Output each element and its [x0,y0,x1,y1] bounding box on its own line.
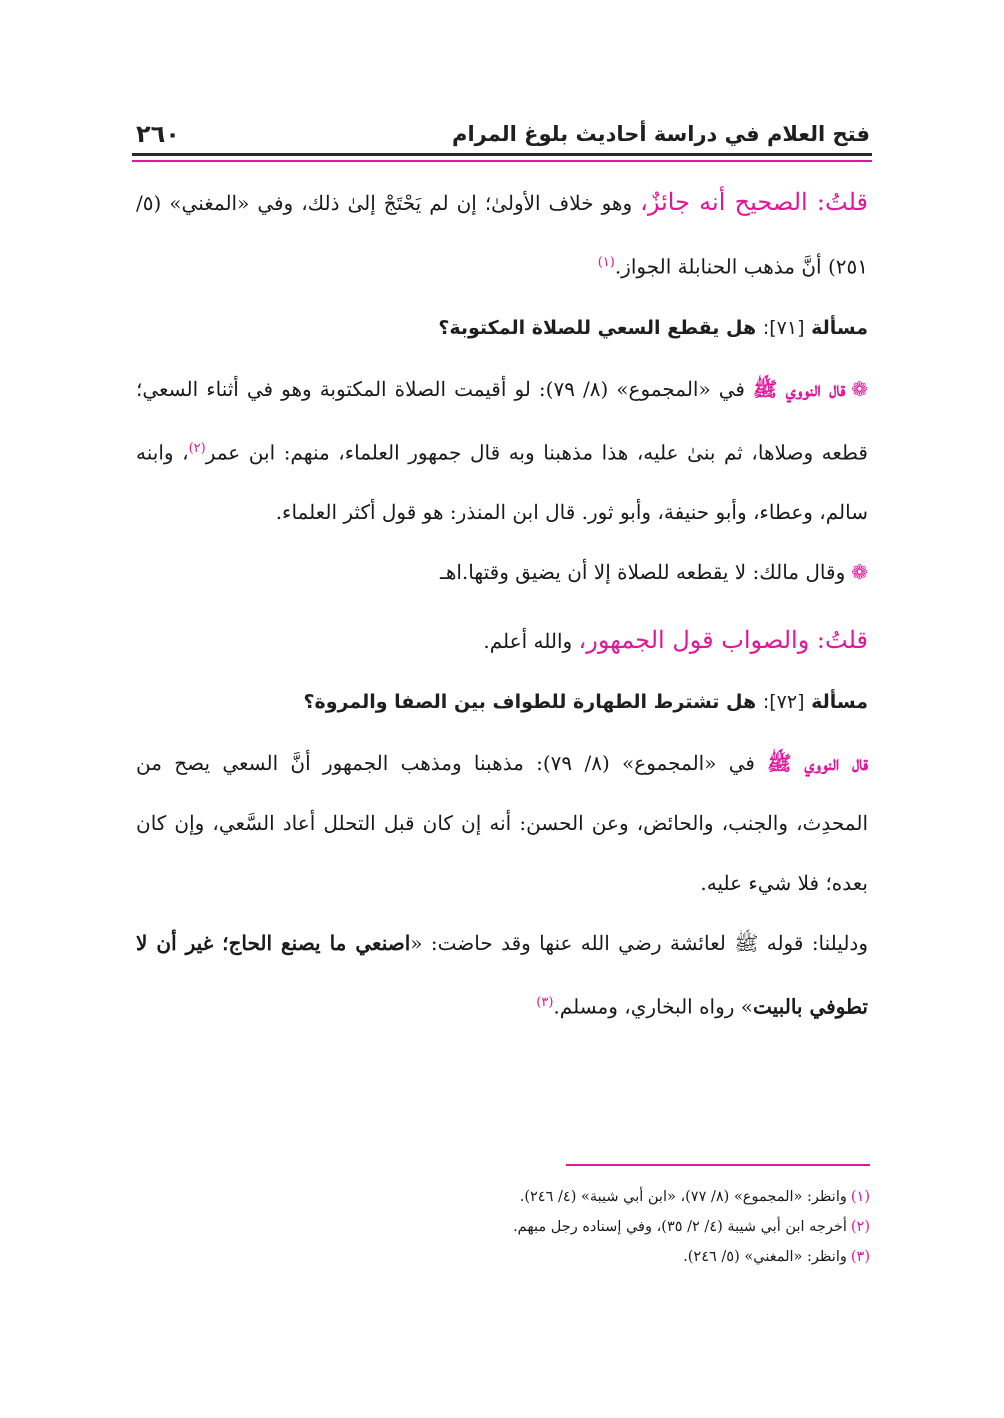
footnote-3 [136,1242,870,1272]
footnote-number: (٢) [850,1219,870,1235]
footnote-number: (١) [850,1189,870,1205]
paragraph-6-text-continued: » رواه البخاري، ومسلم. [553,994,754,1019]
page-number: ٢٦٠ [136,120,180,148]
paragraph-6-text: ودليلنا: قوله ﷺ لعائشة رضي الله عنها وقد حاضت: « [410,931,868,956]
footnote-ref-3: (٣) [536,995,554,1011]
speaker-name: قال النووي ﷺ [767,751,869,776]
header-rule [132,153,872,156]
footnote-ref-2: (٢) [188,440,206,456]
issue-title: هل يقطع السعي للصلاة المكتوبة؟ [438,316,757,339]
footnote-1 [136,1182,870,1212]
qulat-label: قلتُ: الصحيح أنه جائزٌ، [640,188,869,216]
paragraph-4-text: والله أعلم. [483,629,579,654]
issue-label: مسألة [811,316,868,339]
paragraph-4 [136,610,868,671]
paragraph-5-text: في «المجموع» (٨/ ٧٩): مذهبنا ومذهب الجمهور أنَّ السعي يصح من المحدِث، والجنب، والحائض، وعن الحسن: أنه إن كان قبل التحلل أعاد السَّعي، وإن كان بعده؛ فلا شيء عليه. [136,751,868,896]
footnote-ref-1: (١) [597,255,615,270]
speaker-name: قال النووي ﷺ [753,376,846,401]
paragraph-3-text: وقال مالك: لا يقطعه للصلاة إلا أن يضيق وقتها.اهـ [439,560,846,585]
paragraph-2 [136,359,868,543]
footnote-separator [566,1164,870,1166]
flower-icon: ❁ [851,560,868,585]
footnotes [136,1182,870,1272]
issue-number: [٧١]: [762,316,805,339]
flower-icon: ❁ [851,376,868,401]
issue-heading-72 [136,681,868,723]
book-title: فتح العلام في دراسة أحاديث بلوغ المرام [452,122,870,146]
paragraph-6 [136,913,868,1037]
hadith-quote: اصنعي ما يصنع الحاج؛ غير أن لا تطوفي بالبيت [136,931,868,1019]
issue-label: مسألة [811,691,868,714]
paragraph-1-text: وهو خلاف الأولىٰ؛ إن لم يَحْتَجْ إلىٰ ذلك، وفي «المغني» (٥/ ٢٥١) أنَّ مذهب الحنابلة الجواز. [136,191,868,279]
issue-title: هل تشترط الطهارة للطواف بين الصفا والمروة؟ [303,691,757,714]
qulat-label: قلتُ: والصواب قول الجمهور، [578,626,868,655]
paragraph-3 [136,542,868,602]
footnote-text: وانظر: «المغني» (٥/ ٢٤٦). [683,1249,847,1265]
page-body [136,172,868,1037]
issue-number: [٧٢]: [762,691,805,714]
footnote-2 [136,1212,870,1242]
paragraph-5 [136,733,868,913]
footnote-text: أخرجه ابن أبي شيبة (٤/ ٢/ ٣٥)، وفي إسناده رجل مبهم. [513,1219,847,1235]
footnote-text: وانظر: «المجموع» (٨/ ٧٧)، «ابن أبي شيبة» (٤/ ٢٤٦). [519,1189,847,1205]
issue-heading-71 [136,307,868,349]
paragraph-1 [136,172,868,297]
running-header [136,108,870,156]
footnote-number: (٣) [850,1249,870,1265]
paragraph-2-text-continued: ، وابنه سالم، وعطاء، وأبو حنيفة، وأبو ثور. قال ابن المنذر: هو قول أكثر العلماء. [136,440,868,525]
header-accent-rule [132,160,872,162]
paragraph-2-text: في «المجموع» (٨/ ٧٩): لو أقيمت الصلاة المكتوبة وهو في أثناء السعي؛ قطعه وصلاها، ثم بنىٰ عليه، هذا مذهبنا وبه قال جمهور العلماء، منهم: ابن عمر [136,376,868,465]
